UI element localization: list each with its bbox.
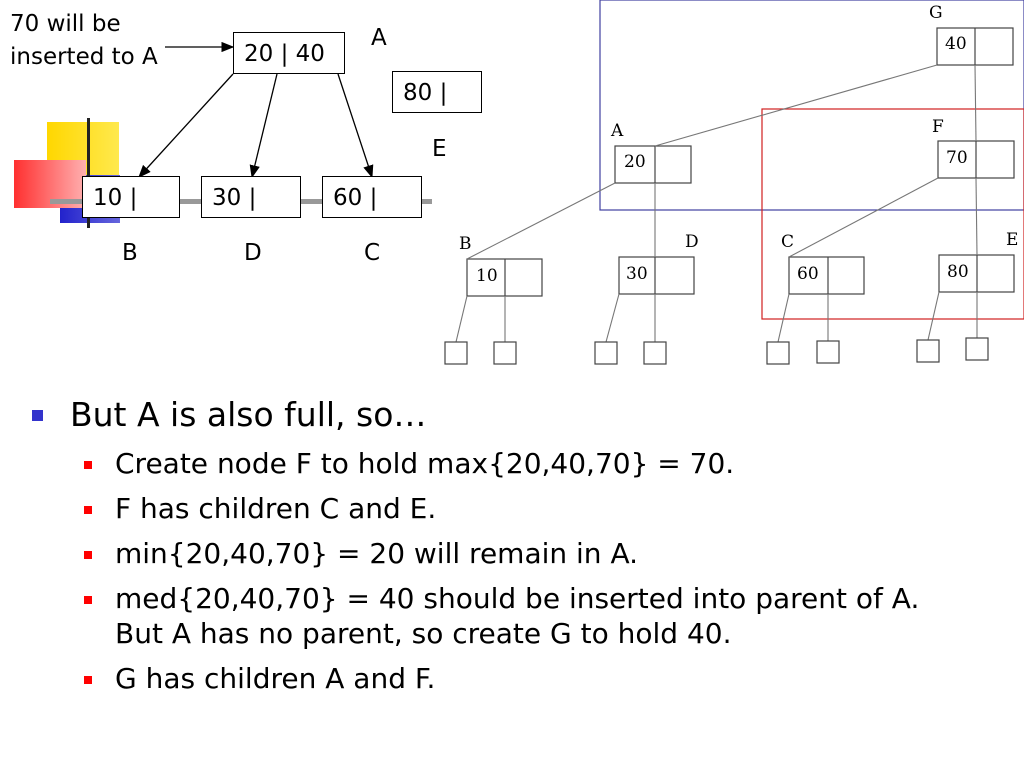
rt-node-b-label: B	[459, 234, 472, 254]
node-c: 60 |	[322, 176, 422, 218]
node-e-orphan: 80 |	[392, 71, 482, 113]
rt-node-a-label: A	[611, 121, 624, 141]
bullet-sub-2: F has children C and E.	[32, 491, 1002, 526]
bullet-sub-3: min{20,40,70} = 20 will remain in A.	[32, 536, 1002, 571]
rt-node-c-label: C	[781, 232, 795, 252]
node-c-label: C	[364, 240, 381, 266]
node-d: 30 |	[201, 176, 301, 218]
bullet-sub-5: G has children A and F.	[32, 661, 1002, 696]
node-a-root: 20 | 40	[233, 32, 345, 74]
rt-node-e-label: E	[1006, 230, 1019, 250]
rt-node-g-label: G	[929, 3, 943, 23]
rt-node-f-label: F	[932, 117, 944, 137]
insertion-note: 70 will be inserted to A	[10, 11, 158, 70]
bullet-sub-1: Create node F to hold max{20,40,70} = 70.	[32, 446, 1002, 481]
rt-node-b-value: 10	[476, 266, 498, 286]
bullet-list	[32, 395, 1002, 706]
bullet-sub-4: med{20,40,70} = 40 should be inserted into parent of A. But A has no parent, so create G to hold 40.	[32, 581, 1002, 651]
rt-node-a-value: 20	[624, 152, 646, 172]
rt-node-e-value: 80	[947, 262, 969, 282]
node-e-label: E	[432, 136, 447, 162]
rt-node-d-value: 30	[626, 264, 648, 284]
rt-node-g-value: 40	[945, 34, 967, 54]
rt-node-c-value: 60	[797, 264, 819, 284]
rt-node-f-value: 70	[946, 148, 968, 168]
node-d-label: D	[244, 240, 262, 266]
node-b: 10 |	[82, 176, 180, 218]
node-a-label: A	[371, 25, 387, 51]
bullet-main: But A is also full, so…	[32, 395, 1002, 434]
rt-node-d-label: D	[685, 232, 699, 252]
node-b-label: B	[122, 240, 138, 266]
